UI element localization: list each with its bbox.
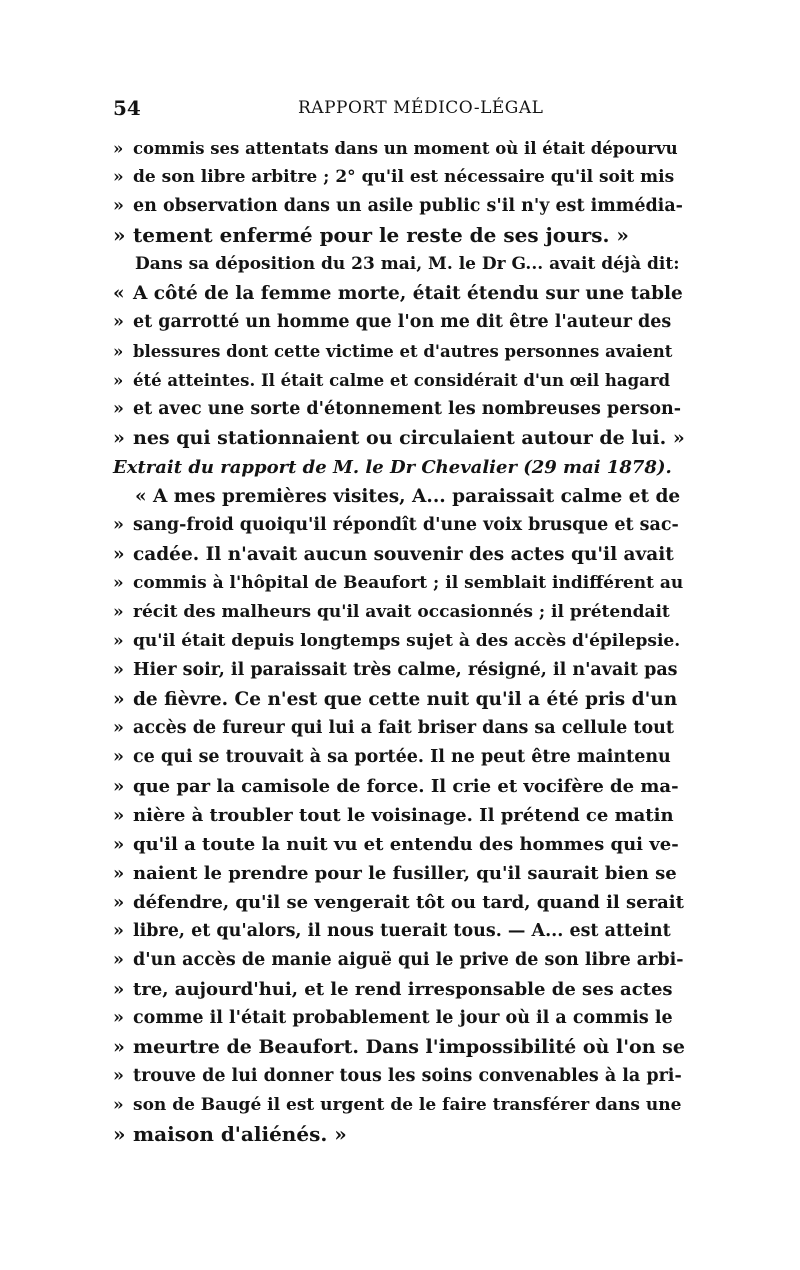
text-line xyxy=(113,395,685,424)
quote-mark: » xyxy=(113,1036,125,1058)
quote-mark: » xyxy=(113,805,125,826)
quote-mark: » xyxy=(113,342,124,361)
quote-mark: » xyxy=(113,544,125,565)
quote-mark: » xyxy=(113,660,124,680)
line-text: en observation dans un asile public s'il n'y est immédia- xyxy=(133,196,683,216)
text-line xyxy=(113,163,685,192)
quote-mark: » xyxy=(113,139,124,158)
quote-mark: » xyxy=(113,921,124,941)
quote-mark: » xyxy=(113,631,124,651)
text-line xyxy=(113,859,685,888)
quote-mark: » xyxy=(113,834,125,855)
text-line xyxy=(113,946,685,975)
line-text: accès de fureur qui lui a fait briser dans sa cellule tout xyxy=(133,718,674,738)
line-text: défendre, qu'il se vengerait tôt ou tard, quand il serait xyxy=(133,892,684,913)
line-text: Dans sa déposition du 23 mai, M. le Dr G... avait déjà dit: xyxy=(135,254,680,274)
running-title: RAPPORT MÉDICO-LÉGAL xyxy=(298,98,544,118)
quote-mark: » xyxy=(113,747,124,767)
text-line xyxy=(113,830,685,859)
page-header xyxy=(113,96,685,124)
quote-mark: » xyxy=(113,1008,124,1028)
line-text: et garrotté un homme que l'on me dit être l'auteur des xyxy=(133,312,672,332)
line-text: nière à troubler tout le voisinage. Il prétend ce matin xyxy=(133,805,674,826)
quote-mark: » xyxy=(113,602,124,622)
quote-mark: » xyxy=(113,312,124,332)
line-text: Hier soir, il paraissait très calme, résigné, il n'avait pas xyxy=(133,660,678,680)
text-line xyxy=(113,424,685,453)
quote-mark: « xyxy=(113,283,125,304)
quote-mark: » xyxy=(113,950,124,970)
text-line xyxy=(113,888,685,917)
text-line xyxy=(113,975,685,1004)
quote-mark: » xyxy=(113,573,124,593)
text-line xyxy=(113,917,685,946)
line-text: tre, aujourd'hui, et le rend irresponsable de ses actes xyxy=(133,979,673,1000)
line-text: cadée. Il n'avait aucun souvenir des actes qu'il avait xyxy=(133,544,674,565)
quote-mark: » xyxy=(113,892,125,913)
text-line xyxy=(113,221,685,250)
text-line xyxy=(113,308,685,337)
page-number: 54 xyxy=(113,96,141,120)
quote-mark: » xyxy=(113,863,125,884)
text-line xyxy=(113,337,685,366)
line-text: commis à l'hôpital de Beaufort ; il semblait indifférent au xyxy=(133,573,684,593)
line-text: maison d'aliénés. » xyxy=(133,1122,347,1146)
line-text: qu'il a toute la nuit vu et entendu des hommes qui ve- xyxy=(133,834,679,855)
text-line xyxy=(113,743,685,772)
line-text: ce qui se trouvait à sa portée. Il ne peut être maintenu xyxy=(133,747,671,767)
quote-mark: » xyxy=(113,979,125,1000)
text-line xyxy=(113,511,685,540)
quote-mark: » xyxy=(113,1122,126,1146)
text-line xyxy=(113,279,685,308)
line-text: comme il l'était probablement le jour où il a commis le xyxy=(133,1008,673,1028)
text-line xyxy=(113,453,685,482)
text-line xyxy=(113,714,685,743)
line-text: trouve de lui donner tous les soins convenables à la pri- xyxy=(133,1066,682,1086)
quote-mark: » xyxy=(113,718,124,738)
quote-mark: » xyxy=(113,196,124,216)
line-text: libre, et qu'alors, il nous tuerait tous. — A... est atteint xyxy=(133,921,671,941)
text-line xyxy=(113,656,685,685)
body-text xyxy=(113,134,685,1149)
text-line xyxy=(113,1033,685,1062)
quote-mark: » xyxy=(113,399,124,419)
line-text: et avec une sorte d'étonnement les nombreuses person- xyxy=(133,399,682,419)
text-line xyxy=(113,685,685,714)
text-line xyxy=(113,598,685,627)
text-line xyxy=(113,772,685,801)
text-line xyxy=(113,540,685,569)
line-text: que par la camisole de force. Il crie et vocifère de ma- xyxy=(133,776,679,797)
quote-mark: » xyxy=(113,371,124,390)
text-line xyxy=(113,627,685,656)
text-line xyxy=(113,192,685,221)
quote-mark: » xyxy=(113,515,124,535)
line-text: son de Baugé il est urgent de le faire transférer dans une xyxy=(133,1095,682,1115)
text-line xyxy=(113,1004,685,1033)
quote-mark: » xyxy=(113,223,126,247)
line-text: naient le prendre pour le fusiller, qu'il saurait bien se xyxy=(133,863,677,884)
text-line xyxy=(113,569,685,598)
line-text: qu'il était depuis longtemps sujet à des accès d'épilepsie. xyxy=(133,631,681,651)
text-line xyxy=(113,482,685,511)
line-text: d'un accès de manie aiguë qui le prive de son libre arbi- xyxy=(133,950,684,970)
text-line xyxy=(113,134,685,163)
line-text: blessures dont cette victime et d'autres personnes avaient xyxy=(133,342,673,361)
text-line xyxy=(113,1062,685,1091)
quote-mark: » xyxy=(113,689,125,710)
quote-mark: » xyxy=(113,1095,124,1115)
line-text: A côté de la femme morte, était étendu sur une table xyxy=(133,283,683,304)
line-text: meurtre de Beaufort. Dans l'impossibilité où l'on se xyxy=(133,1036,685,1058)
text-line xyxy=(113,250,685,279)
line-text: été atteintes. Il était calme et considérait d'un œil hagard xyxy=(133,371,671,390)
line-text: de son libre arbitre ; 2° qu'il est nécessaire qu'il soit mis xyxy=(133,167,675,187)
quote-mark: » xyxy=(113,427,125,449)
quote-mark: » xyxy=(113,776,125,797)
line-text: de fièvre. Ce n'est que cette nuit qu'il a été pris d'un xyxy=(133,689,678,710)
line-text: sang-froid quoiqu'il répondît d'une voix brusque et sac- xyxy=(133,515,679,535)
text-line xyxy=(113,1120,685,1149)
line-text: « A mes premières visites, A... paraissait calme et de xyxy=(135,486,681,507)
line-text: récit des malheurs qu'il avait occasionnés ; il prétendait xyxy=(133,602,670,622)
line-text: nes qui stationnaient ou circulaient autour de lui. » xyxy=(133,427,685,449)
line-text: tement enfermé pour le reste de ses jours. » xyxy=(133,223,629,247)
text-line xyxy=(113,1091,685,1120)
text-line xyxy=(113,801,685,830)
line-text: Extrait du rapport de M. le Dr Chevalier (29 mai 1878). xyxy=(113,457,672,478)
text-line xyxy=(113,366,685,395)
quote-mark: » xyxy=(113,167,124,187)
line-text: commis ses attentats dans un moment où il était dépourvu xyxy=(133,139,678,158)
quote-mark: » xyxy=(113,1066,124,1086)
